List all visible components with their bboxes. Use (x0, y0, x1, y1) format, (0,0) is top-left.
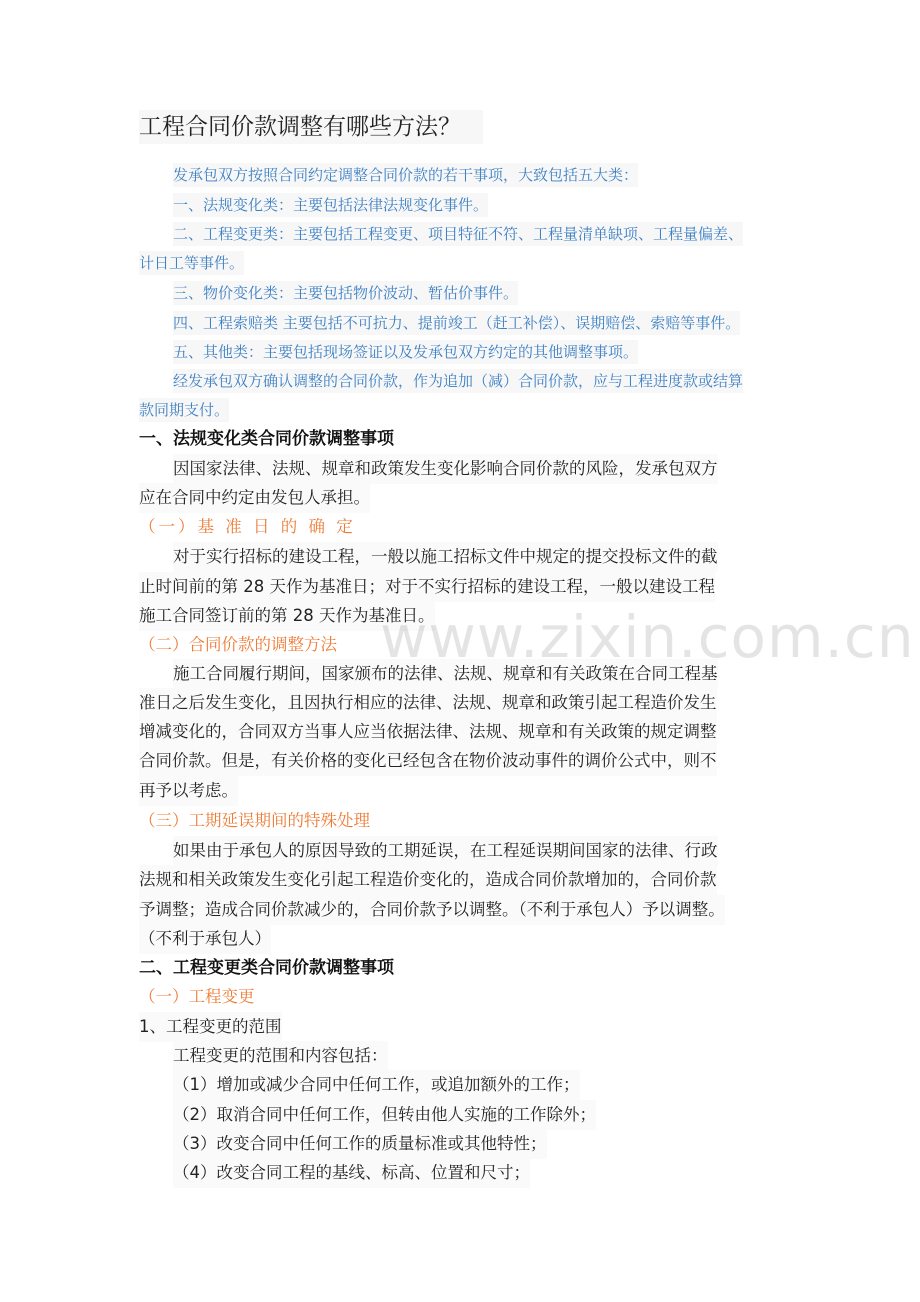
intro-category-2-cont: 计日工等事件。 (139, 251, 244, 275)
subsection-1-2-line: 增减变化的，合同双方当事人应当依据法律、法规、规章和有关政策的规定调整 (139, 717, 717, 747)
intro-category-1: 一、法规变化类：主要包括法律法规变化事件。 (173, 193, 488, 217)
subsection-1-2-line: 准日之后发生变化，且因执行相应的法律、法规、规章和政策引起工程造价发生 (139, 688, 717, 718)
document-title: 工程合同价款调整有哪些方法？ (139, 110, 483, 144)
section-1-paragraph: 因国家法律、法规、规章和政策发生变化影响合同价款的风险，发承包双方 (173, 454, 718, 484)
watermark-text: www.zixin.com.cn (380, 603, 915, 671)
subsection-1-3-line: 如果由于承包人的原因导致的工期延误，在工程延误期间国家的法律、行政 (173, 836, 718, 866)
intro-paragraph: 发承包双方按照合同约定调整合同价款的若干事项，大致包括五大类： (173, 163, 638, 187)
intro-payment-note: 经发承包双方确认调整的合同价款，作为追加（减）合同价款，应与工程进度款或结算 (173, 369, 743, 393)
list-item: （2）取消合同中任何工作，但转由他人实施的工作除外； (173, 1100, 596, 1130)
section-1-heading: 一、法规变化类合同价款调整事项 (139, 429, 394, 449)
subsection-1-1-line: 止时间前的第 28 天作为基准日；对于不实行招标的建设工程，一般以建设工程 (139, 572, 715, 602)
subsection-2-1-heading: （一）工程变更 (139, 987, 255, 1006)
intro-payment-note-cont: 款同期支付。 (139, 398, 229, 422)
subsection-1-2-line: 合同价款。但是，有关价格的变化已经包含在物价波动事件的调价公式中，则不 (139, 746, 717, 776)
subsection-2-1-lead: 工程变更的范围和内容包括： (173, 1041, 388, 1071)
subsection-1-1-line: 施工合同签订前的第 28 天作为基准日。 (139, 601, 435, 631)
subsection-1-3-heading: （三）工期延误期间的特殊处理 (139, 811, 370, 830)
intro-category-4: 四、工程索赔类 主要包括不可抗力、提前竣工（赶工补偿）、误期赔偿、索赔等事件。 (173, 311, 740, 335)
subsection-1-3-line: 法规和相关政策发生变化引起工程造价变化的，造成合同价款增加的，合同价款 (139, 865, 717, 895)
intro-category-5: 五、其他类：主要包括现场签证以及发承包双方约定的其他调整事项。 (173, 340, 638, 364)
subsection-1-3-line: （不利于承包人） (139, 924, 271, 954)
subsection-1-1-heading: （一）基 准 日 的 确 定 (139, 517, 356, 536)
list-item: （3）改变合同中任何工作的质量标准或其他特性； (173, 1129, 547, 1159)
section-1-paragraph-cont: 应在合同中约定由发包人承担。 (139, 483, 370, 513)
intro-category-3: 三、物价变化类：主要包括物价波动、暂估价事件。 (173, 281, 518, 305)
section-2-heading: 二、工程变更类合同价款调整事项 (139, 958, 394, 978)
subsection-2-1-item-title: 1、工程变更的范围 (139, 1012, 282, 1042)
subsection-1-3-line: 予调整；造成合同价款减少的，合同价款予以调整。（不利于承包人）予以调整。 (139, 895, 725, 925)
subsection-1-2-heading: （二）合同价款的调整方法 (139, 635, 337, 654)
list-item: （4）改变合同工程的基线、标高、位置和尺寸； (173, 1158, 530, 1188)
subsection-1-1-line: 对于实行招标的建设工程，一般以施工招标文件中规定的提交投标文件的截 (173, 542, 718, 572)
subsection-1-2-line: 再予以考虑。 (139, 776, 238, 806)
subsection-1-2-line: 施工合同履行期间，国家颁布的法律、法规、规章和有关政策在合同工程基 (173, 659, 718, 689)
intro-category-2: 二、工程变更类：主要包括工程变更、项目特征不符、工程量清单缺项、工程量偏差、 (173, 222, 743, 246)
list-item: （1）增加或减少合同中任何工作，或追加额外的工作； (173, 1070, 580, 1100)
